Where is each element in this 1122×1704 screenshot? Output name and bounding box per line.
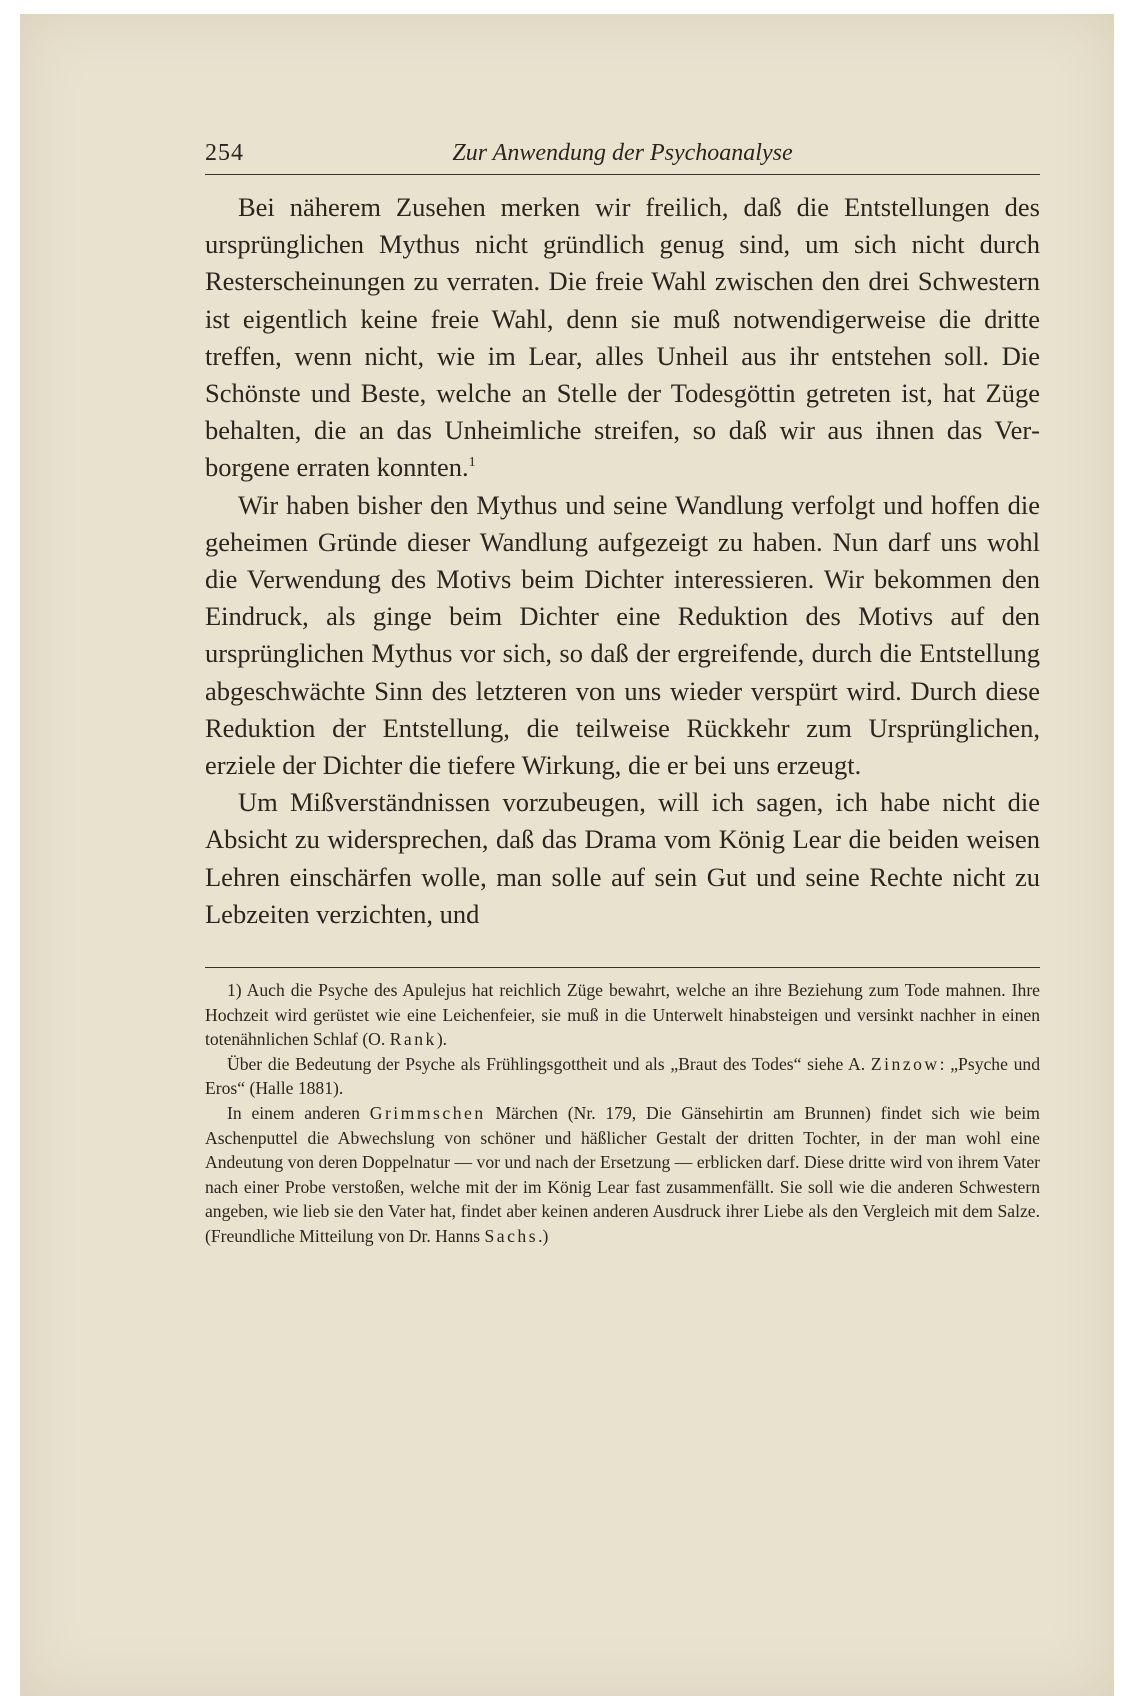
footnote-1-end: ). bbox=[436, 1029, 448, 1050]
footnote-1-name: Rank bbox=[389, 1029, 437, 1050]
footnote-rule bbox=[205, 967, 1040, 968]
paragraph-3: Um Mißverständnissen vorzubeugen, will ich sagen, ich habe nicht die Absicht zu widersprechen, daß das Drama vom König Lear die beiden weisen Lehren einschärfen wolle, man solle auf sein Gut und seine Rechte nicht zu Lebzeiten verzichten, und bbox=[205, 787, 1040, 929]
page-number: 254 bbox=[205, 140, 244, 166]
footnote-3-text: In einem anderen bbox=[227, 1103, 360, 1124]
footnote-2 bbox=[205, 1052, 1040, 1101]
paragraph-1-text: Bei näherem Zusehen merken wir freilich, daß die Entstellungen des ursprünglichen Mythus nicht gründlich genug sind, um sich nicht durch Resterscheinungen zu verraten. Die freie Wahl zwischen den drei Schwestern ist eigentlich keine freie Wahl, denn sie muß notwendigerweise die dritte treffen, wenn nicht, wie im Lear, alles Unheil aus ihr entstehen soll. Die Schönste und Beste, welche an Stelle der Todesgöttin getreten ist, hat Züge behalten, die an das Unheimliche streifen, so daß wir aus ihnen das Verborgene erraten konnten. bbox=[205, 192, 1040, 483]
footnote-2-text-end: : „Psyche und Eros“ (Halle 1881). bbox=[205, 1053, 1041, 1099]
paragraph-2: Wir haben bisher den Mythus und seine Wandlung verfolgt und hoffen die geheimen Gründe dieser Wandlung aufgezeigt zu haben. Nun darf uns wohl die Verwendung des Motivs beim Dichter interessieren. Wir bekommen den Eindruck, als ginge beim Dichter eine Reduktion des Motivs auf den ursprünglichen Mythus vor sich, so daß der ergreifende, durch die Entstellung abgeschwächte Sinn des letzteren von uns wieder verspürt wird. Durch diese Reduktion der Entstellung, die teilweise Rückkehr zum Ursprünglichen, erziele der Dichter die tiefere Wirkung, die er bei uns erzeugt. bbox=[205, 489, 1040, 781]
footnote-1-text: 1) Auch die Psyche des Apulejus hat reichlich Züge bewahrt, welche an ihre Beziehung zum Tode mahnen. Ihre Hochzeit wird gerüstet wie eine Leichenfeier, sie muß in die Unterwelt hinabsteigen und versinkt nachher in einen totenähnlichen Schlaf (O. bbox=[205, 980, 1040, 1050]
footnote-3-name: Grimmschen bbox=[369, 1103, 486, 1124]
footnote-3-name2: Sachs bbox=[484, 1226, 539, 1246]
footnote-2-text: Über die Bedeutung der Psyche als Frühlingsgottheit und als „Braut des Todes“ siehe A. bbox=[227, 1053, 866, 1074]
running-title: Zur Anwendung der Psychoanalyse bbox=[452, 140, 793, 166]
book-page bbox=[205, 138, 1040, 1249]
footnote-3 bbox=[205, 1101, 1040, 1249]
footnotes bbox=[205, 978, 1040, 1249]
footnote-mark: 1 bbox=[468, 455, 476, 471]
running-head bbox=[205, 138, 1040, 175]
footnote-3-text-body: Märchen (Nr. 179, Die Gänsehirtin am Brunnen) findet sich wie beim Aschenputtel die Abwechslung von schöner und häßlicher Gestalt der dritten Tochter, in der man wohl eine Andeutung von deren Doppelnatur — vor und nach der Ersetzung — erblicken darf. Diese dritte wird von ihrem Vater nach einer Probe verstoßen, welche mit der im König Lear fast zusammenfällt. Sie soll wie die anderen Schwestern angeben, wie lieb sie den Vater hat, findet aber keinen anderen Ausdruck ihrer Liebe als den Vergleich mit dem Salze. (Freundliche Mitteilung von Dr. Hanns bbox=[205, 1103, 1040, 1246]
footnote-3-end: .) bbox=[538, 1226, 549, 1246]
footnote-2-name: Zinzow bbox=[870, 1053, 940, 1074]
paragraph-1 bbox=[205, 189, 1040, 487]
body-text bbox=[205, 189, 1040, 933]
footnote-1 bbox=[205, 978, 1040, 1052]
